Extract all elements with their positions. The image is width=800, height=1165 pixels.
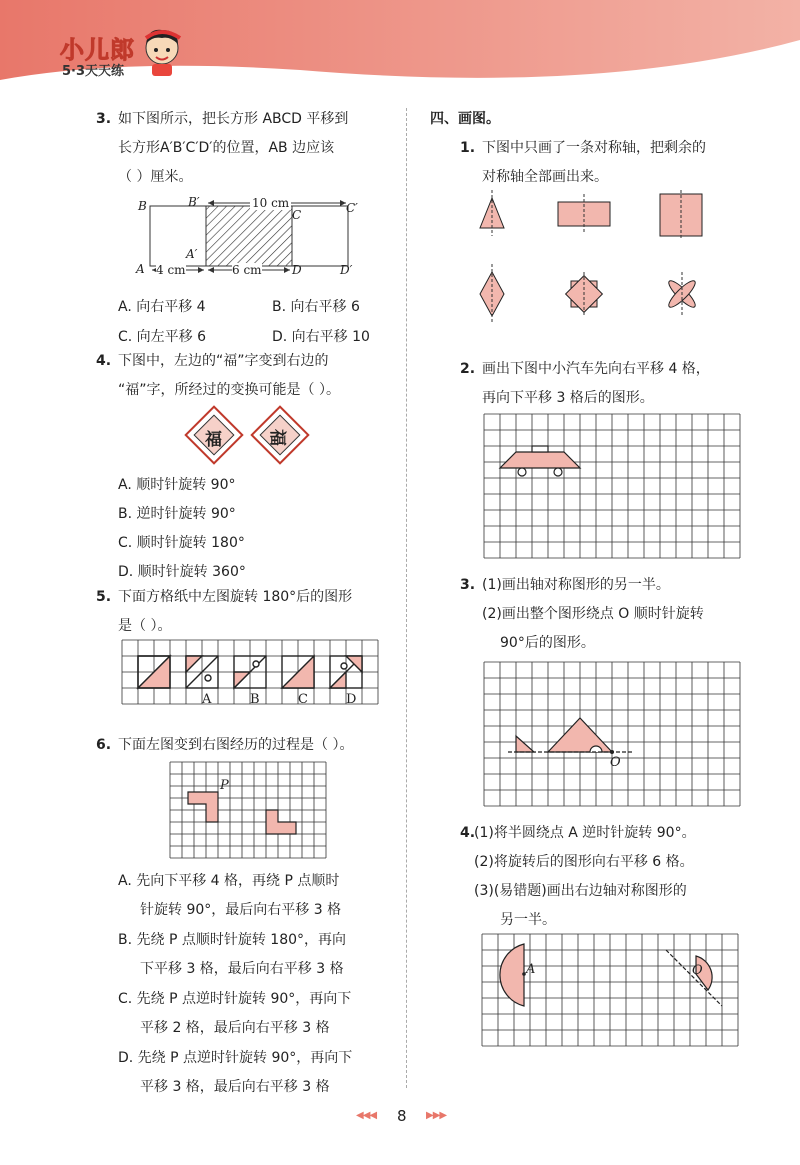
q4-option-a[interactable]: A. 顺时针旋转 90°: [118, 477, 236, 493]
r4-point-o: O: [692, 963, 703, 978]
q5-label-c: C: [298, 692, 308, 707]
q4-fu-left: 福: [205, 430, 222, 450]
page-number: 8: [397, 1107, 407, 1125]
mascot-icon: [138, 24, 186, 78]
r3-point-o: O: [610, 755, 621, 770]
q6-option-a-line2: 针旋转 90°，最后向右平移 3 格: [140, 902, 342, 918]
q4-text-line1: 下图中，左边的“福”字变到右边的: [118, 353, 329, 369]
q5-text-line2: 是（ ）。: [118, 618, 172, 634]
r4-text-line3: (3)(易错题)画出右边轴对称图形的: [474, 883, 687, 899]
r1-text-line2: 对称轴全部画出来。: [482, 169, 608, 185]
overlap-hatch: [206, 206, 292, 266]
section-title: 四、画图。: [430, 111, 500, 127]
r2-car-grid: [484, 414, 741, 565]
q6-option-d-line1[interactable]: D. 先绕 P 点逆时针旋转 90°，再向下: [118, 1050, 353, 1066]
label-D: D: [292, 263, 302, 277]
q4-text-line2: “福”字，所经过的变换可能是（ ）。: [118, 382, 340, 398]
brand-series: 5·3天天练: [62, 64, 125, 79]
q3-option-c[interactable]: C. 向左平移 6: [118, 329, 207, 345]
q3-text-line3: （ ）厘米。: [118, 169, 193, 185]
q5-label-b: B: [250, 692, 260, 707]
brand-logo: 小儿郎: [60, 36, 135, 64]
q3-number: 3.: [96, 111, 112, 127]
q6-option-c-line2: 平移 2 格，最后向右平移 3 格: [140, 1020, 330, 1036]
footer-right-arrows: ▶▶▶: [426, 1110, 447, 1121]
q5-label-d: D: [346, 692, 357, 707]
q4-option-c[interactable]: C. 顺时针旋转 180°: [118, 535, 245, 551]
footer-left-arrows: ◀◀◀: [356, 1110, 377, 1121]
r4-grid-figure: [482, 934, 739, 1052]
label-C: C: [292, 208, 302, 222]
q5-number: 5.: [96, 589, 112, 605]
label-D-prime: D′: [340, 263, 353, 277]
label-A: A: [136, 262, 145, 276]
q6-option-d-line2: 平移 3 格，最后向右平移 3 格: [140, 1079, 330, 1095]
q3-option-d[interactable]: D. 向右平移 10: [272, 329, 370, 345]
q6-point-p: P: [220, 778, 229, 793]
q6-number: 6.: [96, 737, 112, 753]
r3-text-line2: (2)画出整个图形绕点 O 顺时针旋转: [482, 606, 704, 622]
q6-option-b-line1[interactable]: B. 先绕 P 点顺时针旋转 180°，再向: [118, 932, 347, 948]
q3-option-a[interactable]: A. 向右平移 4: [118, 299, 206, 315]
r3-text-line1: (1)画出轴对称图形的另一半。: [482, 577, 670, 593]
q6-option-a-line1[interactable]: A. 先向下平移 4 格，再绕 P 点顺时: [118, 873, 340, 889]
label-len-4cm: 4 cm: [156, 263, 186, 277]
r3-number: 3.: [460, 577, 476, 593]
label-top-length: 10 cm: [252, 196, 290, 210]
q5-label-a: A: [202, 692, 212, 707]
r4-text-line2: (2)将旋转后的图形向右平移 6 格。: [474, 854, 694, 870]
label-len-6cm: 6 cm: [232, 263, 262, 277]
column-divider: [406, 108, 407, 1088]
r1-number: 1.: [460, 140, 476, 156]
q4-number: 4.: [96, 353, 112, 369]
r1-symmetry-shapes: [470, 190, 730, 330]
r4-text-line4: 另一半。: [500, 912, 556, 928]
r4-point-a: A: [526, 962, 536, 977]
r2-number: 2.: [460, 361, 476, 377]
q6-text-line1: 下面左图变到右图经历的过程是（ ）。: [118, 737, 354, 753]
q6-option-b-line2: 下平移 3 格，最后向右平移 3 格: [140, 961, 344, 977]
r1-text-line1: 下图中只画了一条对称轴，把剩余的: [482, 140, 706, 156]
q4-option-b[interactable]: B. 逆时针旋转 90°: [118, 506, 236, 522]
q4-option-d[interactable]: D. 顺时针旋转 360°: [118, 564, 246, 580]
label-C-prime: C′: [346, 201, 358, 215]
q3-text-line1: 如下图所示，把长方形 ABCD 平移到: [118, 111, 349, 127]
q3-option-b[interactable]: B. 向右平移 6: [272, 299, 360, 315]
r4-number: 4.: [460, 825, 476, 841]
r2-text-line1: 画出下图中小汽车先向右平移 4 格，: [482, 361, 710, 377]
label-B: B: [138, 199, 147, 213]
car-body: [500, 452, 580, 468]
q6-grid-figure: [170, 762, 326, 858]
q3-text-line2: 长方形A′B′C′D′的位置，AB 边应该: [118, 140, 335, 156]
r3-grid-figure: [484, 662, 741, 812]
r4-text-line1: (1)将半圆绕点 A 逆时针旋转 90°。: [474, 825, 696, 841]
r3-text-line3: 90°后的图形。: [500, 635, 595, 651]
label-B-prime: B′: [188, 195, 200, 209]
q5-text-line1: 下面方格纸中左图旋转 180°后的图形: [118, 589, 353, 605]
r2-text-line2: 再向下平移 3 格后的图形。: [482, 390, 654, 406]
q4-fu-right: 福: [267, 429, 287, 446]
q6-option-c-line1[interactable]: C. 先绕 P 点逆时针旋转 90°，再向下: [118, 991, 352, 1007]
label-A-prime: A′: [186, 247, 198, 261]
